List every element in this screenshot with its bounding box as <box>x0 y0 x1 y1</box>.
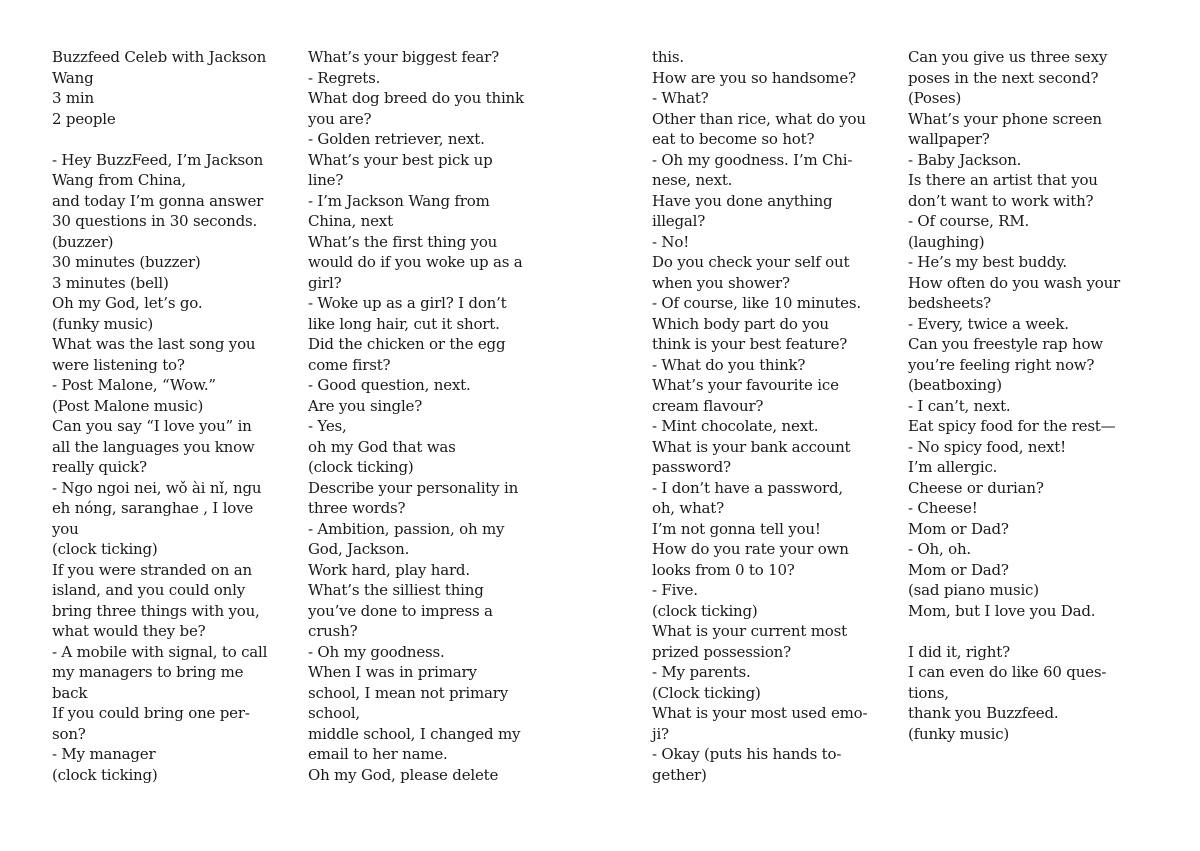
transcript-line: Did the chicken or the egg <box>308 335 506 353</box>
transcript-line: looks from 0 to 10? <box>652 560 795 579</box>
transcript-line: line? <box>308 171 344 189</box>
transcript-line: Mom or Dad? <box>908 560 1009 579</box>
transcript-line: Describe your personality in <box>308 478 519 497</box>
transcript-line: What is your bank account <box>652 437 851 456</box>
transcript-line: - Five. <box>652 581 698 599</box>
transcript-line: Can you say “I love you” in <box>52 417 252 435</box>
transcript-line: (laughing) <box>908 232 985 251</box>
transcript-line: (sad piano music) <box>908 581 1039 599</box>
transcript-line: (beatboxing) <box>908 376 1002 394</box>
transcript-line: When I was in primary <box>308 663 477 681</box>
transcript-line: I can even do like 60 ques- <box>908 663 1107 681</box>
transcript-line: - Ambition, passion, oh my <box>308 519 505 538</box>
transcript-line: - Okay (puts his hands to- <box>652 745 842 763</box>
transcript-line: were listening to? <box>52 355 185 374</box>
transcript-line: God, Jackson. <box>308 540 410 558</box>
transcript-line <box>908 621 1158 642</box>
transcript-line: How are you so handsome? <box>652 68 856 87</box>
transcript-line: (clock ticking) <box>308 458 414 476</box>
transcript-line: - Hey BuzzFeed, I’m Jackson <box>52 150 264 169</box>
transcript-line: - I can’t, next. <box>908 396 1011 415</box>
transcript-line: - Mint chocolate, next. <box>652 417 819 435</box>
transcript-line: - Oh my goodness. I’m Chi- <box>652 150 853 169</box>
transcript-line: - Of course, RM. <box>908 212 1030 230</box>
transcript-line: wallpaper? <box>908 130 990 148</box>
transcript-line: - What do you think? <box>652 355 806 374</box>
transcript-line: Eat spicy food for the rest— <box>908 417 1116 435</box>
transcript-line: 3 minutes (bell) <box>52 273 169 292</box>
transcript-line: school, <box>308 704 360 722</box>
transcript-line: What’s the silliest thing <box>308 581 484 599</box>
transcript-line: come first? <box>308 355 391 374</box>
transcript-line: (Clock ticking) <box>652 683 761 702</box>
transcript-line: you’ve done to impress a <box>308 601 493 620</box>
transcript-line: and today I’m gonna answer <box>52 191 264 210</box>
transcript-line: - Yes, <box>308 417 347 435</box>
transcript-line: girl? <box>308 273 342 292</box>
transcript-line: this. <box>652 48 684 66</box>
transcript-line: Wang from China, <box>52 171 186 189</box>
transcript-line: What dog breed do you think <box>308 89 524 107</box>
transcript-line: email to her name. <box>308 745 448 763</box>
transcript-line: - I’m Jackson Wang from <box>308 191 490 210</box>
transcript-line: Oh my God, let’s go. <box>52 294 203 312</box>
transcript-line: my managers to bring me <box>52 663 244 681</box>
transcript-line: illegal? <box>652 212 706 230</box>
transcript-line: eat to become so hot? <box>652 130 815 148</box>
transcript-line: What is your current most <box>652 622 847 640</box>
transcript-line: nese, next. <box>652 171 733 189</box>
transcript-line: - My parents. <box>652 663 751 681</box>
transcript-line: all the languages you know <box>52 437 255 456</box>
transcript-line: prized possession? <box>652 642 791 661</box>
right-page <box>600 0 1200 851</box>
transcript-line: What was the last song you <box>52 335 256 353</box>
transcript-line: Oh my God, please delete <box>308 765 499 784</box>
transcript-line: (Post Malone music) <box>52 396 204 415</box>
transcript-line: - My manager <box>52 745 156 763</box>
transcript-line: password? <box>652 458 731 476</box>
transcript-line: Are you single? <box>308 396 423 415</box>
transcript-line: back <box>52 683 88 702</box>
transcript-line: (clock ticking) <box>652 601 758 620</box>
transcript-line: I did it, right? <box>908 642 1010 661</box>
transcript-line: What’s your biggest fear? <box>308 48 499 66</box>
transcript-line: What’s your favourite ice <box>652 376 839 394</box>
transcript-line: - Of course, like 10 minutes. <box>652 294 861 312</box>
transcript-line: middle school, I changed my <box>308 724 521 743</box>
transcript-line: three words? <box>308 499 406 517</box>
transcript-line: oh, what? <box>652 499 724 517</box>
transcript-line: don’t want to work with? <box>908 191 1094 210</box>
transcript-line: school, I mean not primary <box>308 683 508 702</box>
transcript-line: eh nóng, saranghae , I love <box>52 499 254 517</box>
transcript-line: crush? <box>308 622 358 640</box>
transcript-line: - No! <box>652 232 690 251</box>
transcript-line: What’s your phone screen <box>908 109 1102 128</box>
transcript-line: If you were stranded on an <box>52 560 252 579</box>
transcript-line: gether) <box>652 765 707 784</box>
transcript-line: island, and you could only <box>52 581 245 599</box>
transcript-column-3 <box>652 47 902 785</box>
transcript-line: - I don’t have a password, <box>652 478 843 497</box>
transcript-line: If you could bring one per- <box>52 704 250 722</box>
transcript-line: - Woke up as a girl? I don’t <box>308 294 507 312</box>
transcript-line: you <box>52 519 79 538</box>
transcript-line: Can you give us three sexy <box>908 48 1108 66</box>
transcript-line: - He’s my best buddy. <box>908 253 1067 271</box>
transcript-line: - Post Malone, “Wow.” <box>52 376 216 394</box>
transcript-line: you’re feeling right now? <box>908 355 1095 374</box>
transcript-line: you are? <box>308 109 372 128</box>
transcript-line: Have you done anything <box>652 191 833 210</box>
transcript-column-2 <box>308 47 558 785</box>
transcript-line: What is your most used emo- <box>652 704 868 722</box>
transcript-line: Mom, but I love you Dad. <box>908 601 1096 620</box>
transcript-line: Mom or Dad? <box>908 519 1009 538</box>
transcript-line: bring three things with you, <box>52 601 260 620</box>
transcript-line: (funky music) <box>908 724 1010 743</box>
transcript-line: Other than rice, what do you <box>652 109 866 128</box>
transcript-line: cream flavour? <box>652 396 764 415</box>
transcript-line: (clock ticking) <box>52 765 158 784</box>
transcript-line: would do if you woke up as a <box>308 253 523 271</box>
transcript-line: (Poses) <box>908 89 962 107</box>
transcript-column-4 <box>908 47 1158 744</box>
transcript-line: Work hard, play hard. <box>308 560 470 579</box>
transcript-line: - Oh, oh. <box>908 540 971 558</box>
transcript-line: - Oh my goodness. <box>308 642 445 661</box>
transcript-line: China, next <box>308 212 393 230</box>
transcript-line: poses in the next second? <box>908 68 1099 87</box>
transcript-line: - Every, twice a week. <box>908 314 1069 333</box>
transcript-line <box>52 129 302 150</box>
transcript-line: Cheese or durian? <box>908 478 1044 497</box>
transcript-line: Can you freestyle rap how <box>908 335 1103 353</box>
transcript-line: - Good question, next. <box>308 376 471 394</box>
transcript-line: How do you rate your own <box>652 540 849 558</box>
transcript-line: oh my God that was <box>308 437 456 456</box>
transcript-line: 30 questions in 30 seconds. <box>52 212 258 230</box>
transcript-line: Do you check your self out <box>652 253 850 271</box>
transcript-line: - Regrets. <box>308 68 381 87</box>
transcript-line: - Baby Jackson. <box>908 150 1022 169</box>
transcript-line: - Cheese! <box>908 499 978 517</box>
transcript-line: really quick? <box>52 458 147 476</box>
transcript-line: (funky music) <box>52 314 154 333</box>
transcript-line: thank you Buzzfeed. <box>908 704 1059 722</box>
transcript-line: Buzzfeed Celeb with Jackson <box>52 48 267 66</box>
transcript-line: 3 min <box>52 89 94 107</box>
transcript-line: How often do you wash your <box>908 273 1121 292</box>
transcript-line: - Golden retriever, next. <box>308 130 485 148</box>
transcript-line: tions, <box>908 683 949 702</box>
transcript-line: I’m allergic. <box>908 458 998 476</box>
transcript-line: - What? <box>652 89 709 107</box>
transcript-line: I’m not gonna tell you! <box>652 519 821 538</box>
transcript-line: - Ngo ngoi nei, wǒ ài nǐ, ngu <box>52 478 262 497</box>
transcript-line: - A mobile with signal, to call <box>52 642 268 661</box>
transcript-column-1 <box>52 47 302 785</box>
transcript-line: bedsheets? <box>908 294 991 312</box>
transcript-line: (buzzer) <box>52 232 114 251</box>
transcript-line: (clock ticking) <box>52 540 158 558</box>
transcript-line: son? <box>52 724 86 743</box>
transcript-line: ji? <box>652 724 669 743</box>
transcript-line: 30 minutes (buzzer) <box>52 253 201 271</box>
transcript-line: think is your best feature? <box>652 335 848 353</box>
transcript-line: like long hair, cut it short. <box>308 314 500 333</box>
transcript-line: Which body part do you <box>652 314 829 333</box>
transcript-line: - No spicy food, next! <box>908 437 1066 456</box>
transcript-line: What’s the first thing you <box>308 232 498 251</box>
transcript-line: 2 people <box>52 109 116 128</box>
transcript-line: Wang <box>52 68 94 87</box>
transcript-line: What’s your best pick up <box>308 150 493 169</box>
transcript-line: Is there an artist that you <box>908 171 1098 189</box>
transcript-line: what would they be? <box>52 622 206 640</box>
transcript-line: when you shower? <box>652 273 790 292</box>
